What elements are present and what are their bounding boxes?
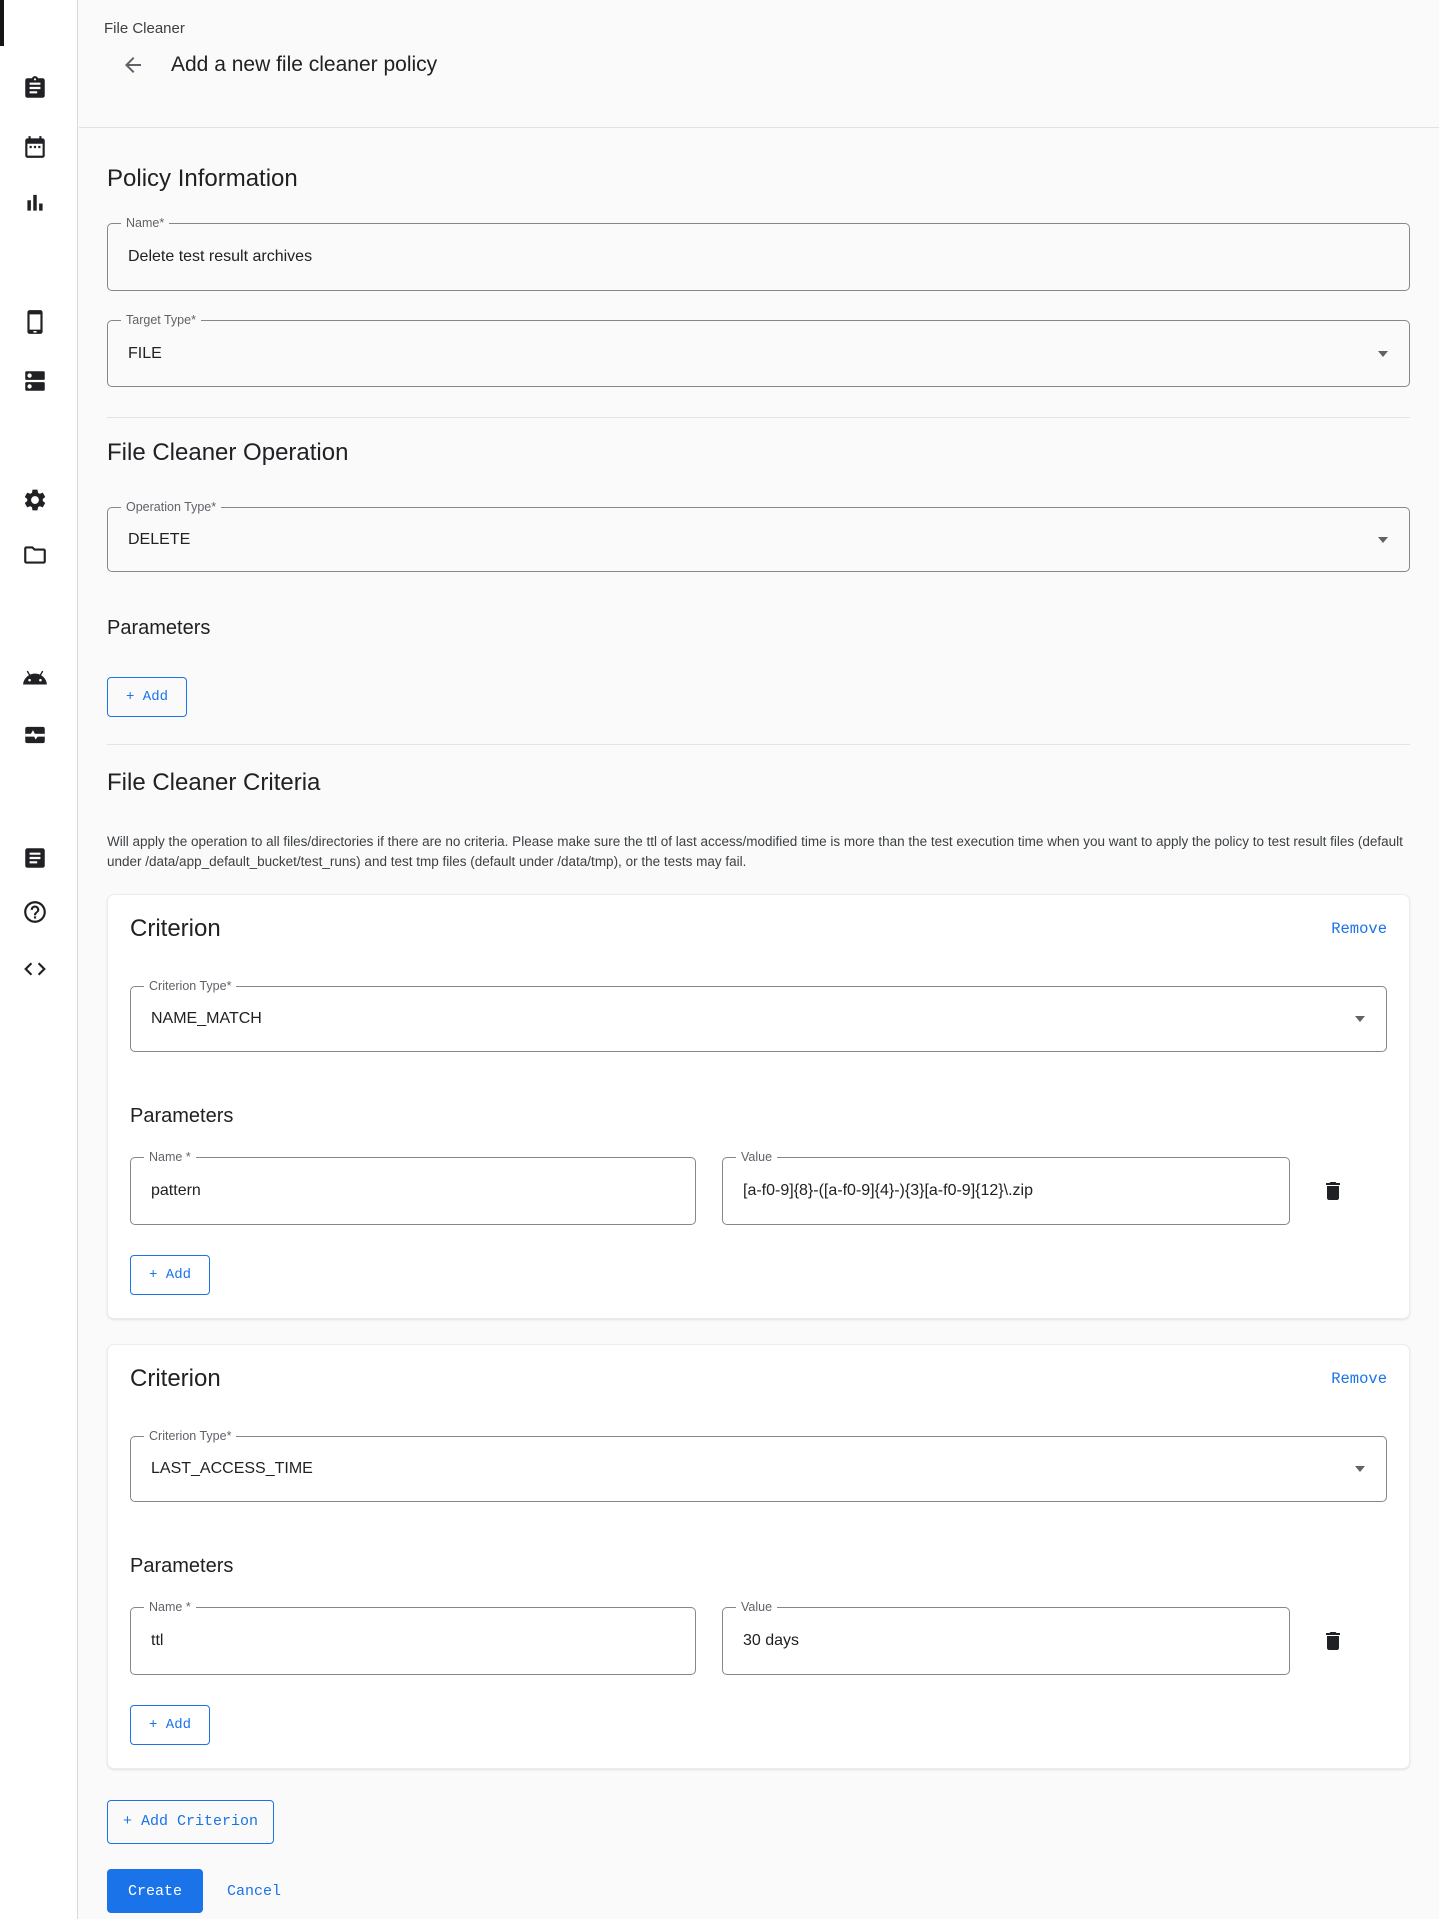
parameter-value-field[interactable] — [722, 1600, 1290, 1675]
dropdown-arrow-icon — [1355, 1016, 1365, 1022]
clipboard-icon[interactable] — [22, 75, 48, 101]
target-type-value: FILE — [128, 344, 162, 362]
criterion-title: Criterion — [130, 915, 221, 942]
remove-criterion-link[interactable]: Remove — [1331, 1370, 1387, 1388]
operation-parameters-heading: Parameters — [107, 617, 211, 639]
remove-criterion-link[interactable]: Remove — [1331, 920, 1387, 938]
dropdown-arrow-icon — [1355, 1466, 1365, 1472]
monitor-pulse-icon[interactable] — [22, 722, 48, 748]
criterion-add-parameter-button[interactable]: + Add — [130, 1705, 210, 1745]
delete-parameter-icon[interactable] — [1321, 1179, 1345, 1203]
target-type-select[interactable] — [107, 313, 1410, 387]
target-type-label: Target Type* — [121, 313, 201, 328]
help-icon[interactable] — [22, 899, 48, 925]
parameter-value-field[interactable] — [722, 1150, 1290, 1225]
form-content — [79, 165, 1439, 1913]
section-divider — [107, 417, 1410, 418]
operation-add-parameter-button[interactable]: + Add — [107, 677, 187, 717]
cancel-button[interactable]: Cancel — [227, 1882, 282, 1900]
dropdown-arrow-icon — [1378, 351, 1388, 357]
parameter-name-value: pattern — [151, 1182, 201, 1199]
settings-gear-icon[interactable] — [22, 487, 48, 513]
parameter-value-value: [a-f0-9]{8}-([a-f0-9]{4}-){3}[a-f0-9]{12}\.zip — [743, 1182, 1033, 1199]
criterion-type-select[interactable] — [130, 1429, 1387, 1502]
back-arrow-icon[interactable] — [121, 53, 145, 77]
calendar-icon[interactable] — [22, 134, 48, 160]
criterion-type-label: Criterion Type* — [144, 1429, 236, 1444]
operation-type-label: Operation Type* — [121, 500, 221, 515]
parameter-value-label: Value — [736, 1150, 777, 1165]
dns-icon[interactable] — [22, 368, 48, 394]
section-divider — [107, 744, 1410, 745]
code-icon[interactable] — [22, 956, 48, 982]
operation-type-value: DELETE — [128, 530, 191, 548]
scrollbar-thumb[interactable] — [0, 0, 4, 46]
criterion-card — [107, 1344, 1410, 1769]
folder-icon[interactable] — [22, 542, 48, 568]
criterion-parameters-heading: Parameters — [130, 1105, 234, 1127]
policy-name-label: Name* — [121, 216, 169, 231]
criterion-parameters-heading: Parameters — [130, 1555, 234, 1577]
page-header — [79, 0, 1439, 128]
main-area — [79, 0, 1439, 1913]
create-button[interactable]: Create — [107, 1869, 203, 1913]
app-title: File Cleaner — [104, 20, 185, 37]
policy-name-field[interactable] — [107, 216, 1410, 291]
parameter-name-value: ttl — [151, 1632, 164, 1649]
parameter-name-label: Name * — [144, 1150, 196, 1165]
delete-parameter-icon[interactable] — [1321, 1629, 1345, 1653]
criteria-heading: File Cleaner Criteria — [107, 769, 321, 796]
dropdown-arrow-icon — [1378, 537, 1388, 543]
parameter-name-field[interactable] — [130, 1150, 696, 1225]
article-icon[interactable] — [22, 845, 48, 871]
add-criterion-button[interactable]: + Add Criterion — [107, 1800, 274, 1844]
operation-type-select[interactable] — [107, 500, 1410, 572]
android-icon[interactable] — [22, 665, 48, 691]
parameter-name-label: Name * — [144, 1600, 196, 1615]
parameter-value-label: Value — [736, 1600, 777, 1615]
operation-heading: File Cleaner Operation — [107, 439, 349, 466]
parameter-name-field[interactable] — [130, 1600, 696, 1675]
criterion-card — [107, 894, 1410, 1319]
criterion-add-parameter-button[interactable]: + Add — [130, 1255, 210, 1295]
criterion-type-select[interactable] — [130, 979, 1387, 1052]
criterion-type-value: NAME_MATCH — [151, 1010, 262, 1027]
policy-name-value: Delete test result archives — [128, 248, 313, 265]
smartphone-icon[interactable] — [22, 309, 48, 335]
criteria-description: Will apply the operation to all files/directories if there are no criteria. Please make sure the ttl of last access/modified time is more than the test execution time when you want to apply the policy to test result files (default under /data/app_default_bucket/test_runs) and test tmp files (default under /data/tmp), or the tests may fail. — [107, 834, 1403, 869]
policy-information-heading: Policy Information — [107, 165, 298, 192]
parameter-value-value: 30 days — [743, 1632, 800, 1649]
bar-chart-icon[interactable] — [22, 190, 48, 216]
criterion-title: Criterion — [130, 1365, 221, 1392]
criterion-type-label: Criterion Type* — [144, 979, 236, 994]
page-title: Add a new file cleaner policy — [171, 53, 438, 76]
sidebar — [0, 0, 78, 1919]
criterion-type-value: LAST_ACCESS_TIME — [151, 1460, 313, 1477]
